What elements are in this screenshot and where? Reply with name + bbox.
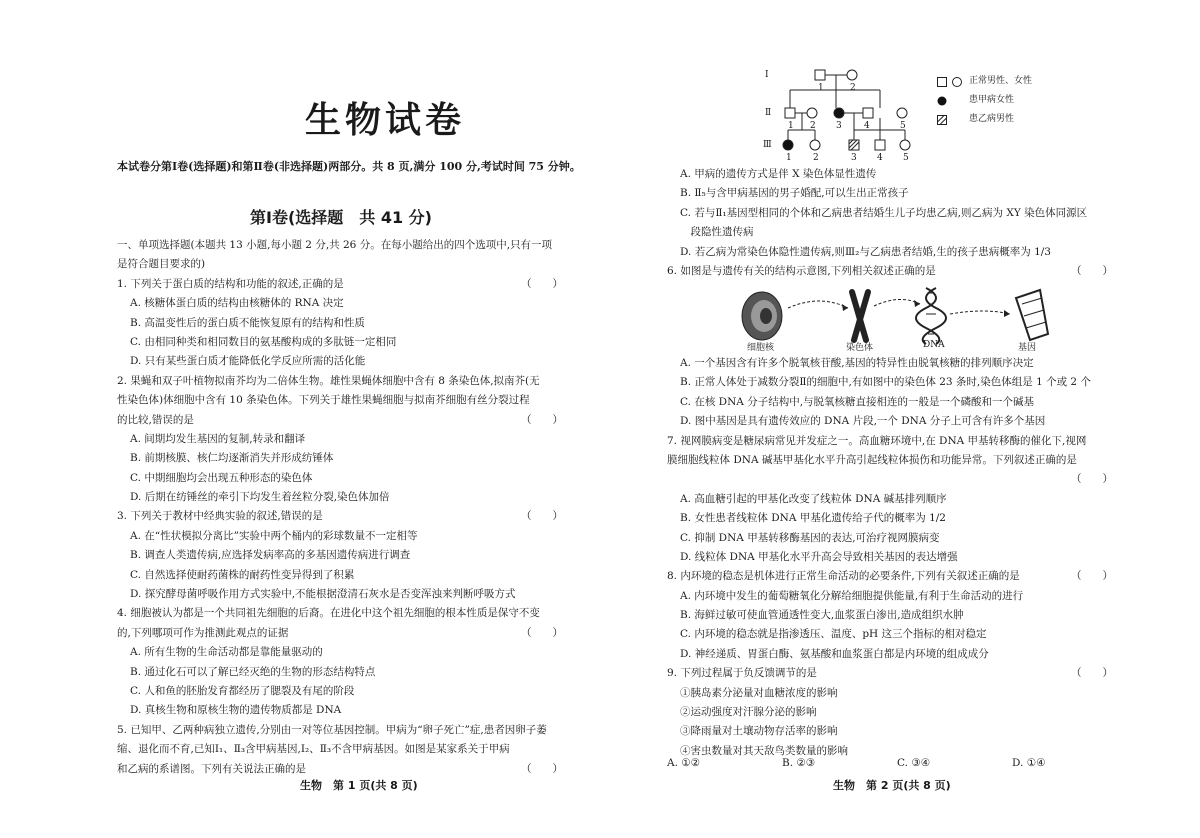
pedigree-II1-normal-male xyxy=(785,108,795,118)
q9-option-c: C. ③④ xyxy=(897,757,931,769)
text-line xyxy=(667,703,1127,722)
text-line xyxy=(117,469,577,488)
gen-label-III: Ⅲ xyxy=(763,140,772,150)
pedigree-II3-affected-female xyxy=(834,108,844,118)
gene-segment-icon xyxy=(1016,290,1048,340)
line-text: B. 前期核膜、核仁均逐渐消失并形成纺锤体 xyxy=(130,452,334,465)
text-line xyxy=(117,682,577,701)
legend-disease-b-label: 患乙病男性 xyxy=(969,114,1015,124)
question-list-left xyxy=(117,236,577,779)
line-text: A. 核糖体蛋白质的结构由核糖体的 RNA 决定 xyxy=(130,297,344,310)
num-III5: 5 xyxy=(903,153,909,163)
line-text: 1. 下列关于蛋白质的结构和功能的叙述,正确的是 xyxy=(117,277,344,290)
text-line xyxy=(667,432,1127,451)
line-text: 性染色体)体细胞中含有 10 条染色体。下列关于雄性果蝇细胞与拟南芥细胞有丝分裂过程 xyxy=(117,394,530,407)
text-line xyxy=(117,566,577,585)
line-text: C. 自然选择使耐药菌株的耐药性变异得到了积累 xyxy=(130,568,355,581)
legend-row-normal xyxy=(937,72,1032,91)
right-page xyxy=(600,0,1200,838)
line-text: 8. 内环境的稳态是机体进行正常生命活动的必要条件,下列有关叙述正确的是 xyxy=(667,570,1020,583)
line-text: D. 后期在纺锤丝的牵引下均发生着丝粒分裂,染色体加倍 xyxy=(130,491,390,504)
text-line xyxy=(117,507,577,526)
exam-title: 生物试卷 xyxy=(305,100,466,141)
text-line xyxy=(667,184,1127,203)
text-line xyxy=(667,451,1127,470)
text-line xyxy=(667,412,1127,431)
num-III3: 3 xyxy=(851,153,857,163)
answer-parenthesis: （ ） xyxy=(1071,570,1113,583)
text-line xyxy=(117,352,577,371)
line-text: D. 探究酵母菌呼吸作用方式实验中,不能根据澄清石灰水是否变浑浊来判断呼吸方式 xyxy=(130,588,516,601)
line-text: A. 高血糖引起的甲基化改变了线粒体 DNA 碱基排列顺序 xyxy=(680,492,947,505)
text-line xyxy=(667,354,1127,373)
text-line xyxy=(117,314,577,333)
line-text: 缩、退化而不育,已知Ⅰ₁、Ⅱ₃含甲病基因,Ⅰ₂、Ⅱ₃不含甲病基因。如图是某家系关于甲病 xyxy=(117,743,510,756)
line-text: D. 图中基因是具有遗传效应的 DNA 片段,一个 DNA 分子上可含有许多个基因 xyxy=(680,415,1046,428)
num-II5: 5 xyxy=(900,121,906,131)
pedigree-III5-normal-female xyxy=(900,140,910,150)
line-text: 和乙病的系谱图。下列有关说法正确的是 xyxy=(117,762,306,775)
line-text: D. 若乙病为常染色体隐性遗传病,则Ⅲ₂与乙病患者结婚,生的孩子患病概率为 1/3 xyxy=(680,245,1051,258)
line-text: ②运动强度对汗腺分泌的影响 xyxy=(680,706,817,719)
question-list-right-a xyxy=(667,165,1127,281)
pedigree-I1-normal-male xyxy=(815,70,825,80)
text-line xyxy=(667,587,1127,606)
answer-parenthesis: （ ） xyxy=(521,510,563,523)
line-text: 3. 下列关于教材中经典实验的叙述,错误的是 xyxy=(117,510,323,523)
text-line xyxy=(667,664,1127,683)
line-text: ③降雨量对土壤动物存活率的影响 xyxy=(680,725,838,738)
text-line xyxy=(667,223,1127,242)
text-line xyxy=(667,548,1127,567)
nucleus-icon xyxy=(742,292,782,340)
text-line xyxy=(667,262,1127,281)
page-footer-left: 生物 第 1 页(共 8 页) xyxy=(300,779,418,792)
q9-options-row xyxy=(667,754,1127,773)
text-line xyxy=(117,488,577,507)
gen-label-II: Ⅱ xyxy=(765,108,772,118)
gen-label-I: Ⅰ xyxy=(765,70,769,80)
line-text: C. 中期细胞均会出现五种形态的染色体 xyxy=(130,471,313,484)
answer-parenthesis: （ ） xyxy=(1071,473,1113,486)
line-text: C. 内环境的稳态就是指渗透压、温度、pH 这三个指标的相对稳定 xyxy=(680,628,987,641)
num-II4: 4 xyxy=(864,121,870,131)
line-text: B. 调查人类遗传病,应选择发病率高的多基因遗传病进行调查 xyxy=(130,549,411,562)
line-text: D. 神经递质、胃蛋白酶、氨基酸和血浆蛋白都是内环境的组成成分 xyxy=(680,647,989,660)
num-II2: 2 xyxy=(810,121,816,131)
line-text: C. 抑制 DNA 甲基转移酶基因的表达,可治疗视网膜病变 xyxy=(680,531,940,544)
text-line xyxy=(667,373,1127,392)
text-line xyxy=(117,236,577,255)
num-III2: 2 xyxy=(813,153,819,163)
legend-disease-a-label: 患甲病女性 xyxy=(969,95,1015,105)
num-III1: 1 xyxy=(786,153,792,163)
volume-title: 第Ⅰ卷(选择题 共 41 分) xyxy=(250,208,432,227)
line-text: A. 内环境中发生的葡萄糖氧化分解给细胞提供能量,有利于生命活动的进行 xyxy=(680,589,1024,602)
line-text: A. 甲病的遗传方式是伴 X 染色体显性遗传 xyxy=(680,168,877,180)
text-line xyxy=(117,527,577,546)
line-text: A. 在“性状模拟分离比”实验中两个桶内的彩球数量不一定相等 xyxy=(130,529,418,542)
caption-gene: 基因 xyxy=(1018,343,1037,353)
caption-nucleus: 细胞核 xyxy=(747,343,775,353)
answer-parenthesis: （ ） xyxy=(1071,667,1113,680)
answer-parenthesis: （ ） xyxy=(521,413,563,426)
line-text: B. 通过化石可以了解已经灭绝的生物的形态结构特点 xyxy=(130,665,376,678)
text-line xyxy=(117,701,577,720)
line-text: C. 在核 DNA 分子结构中,与脱氧核糖直接相连的一般是一个磷酸和一个碱基 xyxy=(680,395,1035,408)
answer-parenthesis: （ ） xyxy=(521,762,563,775)
line-text: B. 海鲜过敏可使血管通透性变大,血浆蛋白渗出,造成组织水肿 xyxy=(680,609,964,622)
pedigree-I2-normal-female xyxy=(847,70,857,80)
caption-chromosome: 染色体 xyxy=(846,343,874,353)
pedigree-II4-normal-male xyxy=(863,108,873,118)
text-line xyxy=(117,430,577,449)
legend-normal-label: 正常男性、女性 xyxy=(969,76,1033,86)
num-II1: 1 xyxy=(788,121,794,131)
dna-helix-icon xyxy=(916,288,946,344)
line-text: ④害虫数量对其天敌鸟类数量的影响 xyxy=(680,744,848,757)
line-text: 5. 已知甲、乙两种病独立遗传,分别由一对等位基因控制。甲病为“卵子死亡”症,患者因卵子萎 xyxy=(117,723,547,736)
line-text: 7. 视网膜病变是糖尿病常见并发症之一。高血糖环境中,在 DNA 甲基转移酶的催化下,视网 xyxy=(667,434,1087,447)
line-text: A. 间期均发生基因的复制,转录和翻译 xyxy=(130,432,306,445)
pedigree-III1-affected-female xyxy=(783,140,793,150)
page-footer-right: 生物 第 2 页(共 8 页) xyxy=(833,779,951,792)
line-text: 的,下列哪项可作为推测此观点的证据 xyxy=(117,626,289,639)
line-text: A. 所有生物的生命活动都是靠能量驱动的 xyxy=(130,646,323,659)
pedigree-III4-normal-male xyxy=(875,140,885,150)
pedigree-II2-normal-female xyxy=(807,108,817,118)
line-text: 2. 果蝇和双子叶植物拟南芥均为二倍体生物。雄性果蝇体细胞中含有 8 条染色体,拟南芥(无 xyxy=(117,374,540,387)
q9-options xyxy=(667,754,1127,773)
q9-option-b: B. ②③ xyxy=(782,757,816,769)
text-line xyxy=(117,275,577,294)
text-line xyxy=(667,645,1127,664)
legend-disease-b-icon xyxy=(937,115,963,125)
text-line xyxy=(117,294,577,313)
legend-normal-icon xyxy=(937,77,963,87)
num-II3: 3 xyxy=(836,121,842,131)
text-line xyxy=(667,684,1127,703)
line-text: C. 人和鱼的胚胎发育都经历了腮裂及有尾的阶段 xyxy=(130,684,355,697)
pedigree-legend xyxy=(937,72,1032,129)
text-line xyxy=(117,740,577,759)
num-I1: 1 xyxy=(818,83,824,93)
text-line xyxy=(117,604,577,623)
text-line xyxy=(667,165,1127,184)
chromosome-icon xyxy=(852,292,868,340)
text-line xyxy=(667,243,1127,262)
line-text: D. 只有某些蛋白质才能降低化学反应所需的活化能 xyxy=(130,355,366,368)
line-text: 段隐性遗传病 xyxy=(680,226,754,239)
line-text: 一、单项选择题(本题共 13 小题,每小题 2 分,共 26 分。在每小题给出的四个选项中,只有一项 xyxy=(117,239,553,251)
answer-parenthesis: （ ） xyxy=(521,626,563,639)
line-text: ①胰岛素分泌量对血糖浓度的影响 xyxy=(680,686,838,699)
line-text: B. 正常人体处于减数分裂Ⅱ的细胞中,有如图中的染色体 23 条时,染色体组是 1 个或 2 个 xyxy=(680,376,1091,389)
pedigree-III2-normal-female xyxy=(810,140,820,150)
text-line xyxy=(117,391,577,410)
line-text: A. 一个基因含有许多个脱氧核苷酸,基因的特异性由脱氧核糖的排列顺序决定 xyxy=(680,357,1034,369)
pedigree-III3-affected-male xyxy=(849,140,859,150)
question-list-right-b xyxy=(667,354,1127,761)
text-line xyxy=(667,204,1127,223)
legend-row-disease-a xyxy=(937,91,1032,110)
line-text: C. 由相同种类和相同数目的氨基酸构成的多肽链一定相同 xyxy=(130,335,397,348)
answer-parenthesis: （ ） xyxy=(521,277,563,290)
text-line xyxy=(117,624,577,643)
line-text: B. 女性患者线粒体 DNA 甲基化遗传给子代的概率为 1/2 xyxy=(680,512,946,525)
answer-parenthesis: （ ） xyxy=(1071,264,1113,277)
line-text: 膜细胞线粒体 DNA 碱基甲基化水平升高引起线粒体损伤和功能异常。下列叙述正确的是 xyxy=(667,453,1077,466)
text-line xyxy=(117,663,577,682)
num-I2: 2 xyxy=(850,83,856,93)
text-line xyxy=(117,333,577,352)
text-line xyxy=(667,567,1127,586)
q9-option-d: D. ①④ xyxy=(1012,757,1046,769)
text-line xyxy=(667,529,1127,548)
text-line xyxy=(117,255,577,274)
text-line xyxy=(667,509,1127,528)
line-text: D. 线粒体 DNA 甲基化水平升高会导致相关基因的表达增强 xyxy=(680,550,958,563)
line-text: B. Ⅱ₅与含甲病基因的男子婚配,可以生出正常孩子 xyxy=(680,187,909,200)
text-line xyxy=(117,721,577,740)
exam-intro: 本试卷分第Ⅰ卷(选择题)和第Ⅱ卷(非选择题)两部分。共 8 页,满分 100 分,考试时间 75 分钟。 xyxy=(117,160,581,173)
text-line xyxy=(667,470,1127,489)
num-III4: 4 xyxy=(877,153,883,163)
text-line xyxy=(667,606,1127,625)
line-text: C. 若与Ⅱ₁基因型相同的个体和乙病患者结婚生儿子均患乙病,则乙病为 XY 染色体同源区 xyxy=(680,206,1088,219)
line-text: 4. 细胞被认为都是一个共同祖先细胞的后裔。在进化中这个祖先细胞的根本性质是保守不变 xyxy=(117,607,540,620)
text-line xyxy=(117,643,577,662)
q9-option-a: A. ①② xyxy=(667,757,701,769)
legend-disease-a-icon xyxy=(937,96,963,106)
text-line xyxy=(117,546,577,565)
pedigree-chart xyxy=(760,68,930,160)
caption-dna: DNA xyxy=(923,340,945,350)
text-line xyxy=(117,372,577,391)
line-text: 是符合题目要求的) xyxy=(117,258,206,271)
text-line xyxy=(667,625,1127,644)
text-line xyxy=(667,722,1127,741)
line-text: 9. 下列过程属于负反馈调节的是 xyxy=(667,667,817,680)
line-text: 的比较,错误的是 xyxy=(117,413,194,426)
pedigree-II5-normal-female xyxy=(897,108,907,118)
text-line xyxy=(117,411,577,430)
line-text: B. 高温变性后的蛋白质不能恢复原有的结构和性质 xyxy=(130,316,365,329)
text-line xyxy=(117,449,577,468)
text-line xyxy=(117,585,577,604)
line-text: 6. 如图是与遗传有关的结构示意图,下列相关叙述正确的是 xyxy=(667,264,936,277)
text-line xyxy=(667,490,1127,509)
legend-row-disease-b xyxy=(937,110,1032,129)
text-line xyxy=(667,393,1127,412)
line-text: D. 真核生物和原核生物的遗传物质都是 DNA xyxy=(130,704,342,717)
